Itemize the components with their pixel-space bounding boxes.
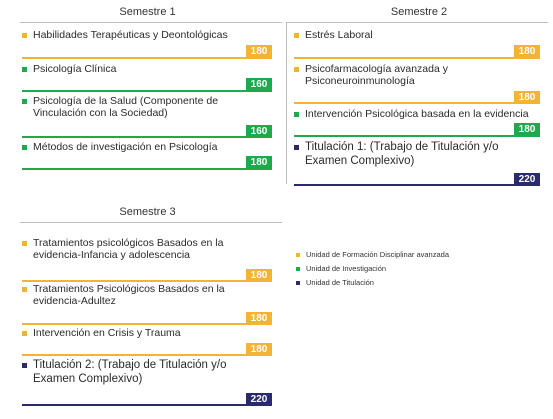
legend-label: Unidad de Investigación — [306, 264, 387, 273]
course-name: Tratamientos Psicológicos Basados en la evidencia-Adultez — [33, 283, 225, 307]
semester2-title: Semestre 2 — [390, 6, 448, 18]
course-name: Intervención Psicológica basada en la evidencia — [305, 108, 529, 120]
green-bullet-icon — [22, 67, 27, 72]
credit-badge: 180 — [246, 269, 272, 282]
semester1-title: Semestre 1 — [119, 6, 176, 18]
orange-bullet-icon — [22, 331, 27, 336]
course-name: Métodos de investigación en Psicología — [33, 141, 218, 153]
credit-badge: 180 — [514, 45, 540, 58]
course-metodos-investigacion — [22, 141, 272, 171]
course-titulacion-2 — [22, 358, 272, 408]
orange-bullet-icon — [294, 67, 299, 72]
credit-badge: 180 — [246, 45, 272, 58]
legend — [296, 248, 449, 290]
orange-swatch-icon — [296, 253, 300, 257]
course-habilidades-terapeuticas — [22, 29, 272, 61]
course-name: Titulación 2: (Trabajo de Titulación y/o Examen Complexivo) — [33, 359, 227, 385]
orange-bullet-icon — [22, 33, 27, 38]
course-name: Habilidades Terapéuticas y Deontológicas — [33, 29, 228, 41]
legend-item-titulacion — [296, 276, 449, 290]
legend-item-formacion — [296, 248, 449, 262]
course-name: Psicofarmacología avanzada y Psiconeuroinmunología — [305, 63, 448, 87]
semester2-header-rule — [286, 22, 548, 23]
course-name: Tratamientos psicológicos Basados en la evidencia-Infancia y adolescencia — [33, 237, 224, 261]
course-name: Estrés Laboral — [305, 29, 373, 41]
course-tratamientos-infancia — [22, 237, 272, 283]
credit-badge: 220 — [246, 393, 272, 406]
course-name: Intervención en Crisis y Trauma — [33, 327, 181, 339]
credit-badge: 180 — [246, 156, 272, 169]
green-bullet-icon — [22, 145, 27, 150]
credit-badge: 160 — [246, 125, 272, 138]
credit-badge: 180 — [246, 343, 272, 356]
credit-badge: 220 — [514, 173, 540, 186]
semester3-title: Semestre 3 — [119, 206, 176, 218]
course-psicologia-clinica — [22, 63, 272, 93]
orange-bullet-icon — [22, 287, 27, 292]
navy-bullet-icon — [294, 145, 299, 150]
course-psicologia-salud — [22, 95, 272, 139]
semester-divider — [286, 22, 287, 184]
orange-bullet-icon — [22, 241, 27, 246]
semester3-header-rule — [20, 222, 282, 223]
course-intervencion-evidencia — [294, 108, 540, 138]
legend-label: Unidad de Formación Disciplinar avanzada — [306, 250, 449, 259]
course-name: Titulación 1: (Trabajo de Titulación y/o Examen Complexivo) — [305, 141, 499, 167]
course-intervencion-crisis — [22, 327, 272, 357]
course-titulacion-1 — [294, 140, 540, 186]
course-name: Psicología Clínica — [33, 63, 117, 75]
green-bullet-icon — [22, 99, 27, 104]
orange-bullet-icon — [294, 33, 299, 38]
navy-bullet-icon — [22, 363, 27, 368]
navy-swatch-icon — [296, 281, 300, 285]
course-tratamientos-adultez — [22, 283, 272, 325]
credit-badge: 180 — [514, 123, 540, 136]
credit-badge: 160 — [246, 78, 272, 91]
legend-item-investigacion — [296, 262, 449, 276]
legend-label: Unidad de Titulación — [306, 278, 374, 287]
green-bullet-icon — [294, 112, 299, 117]
course-psicofarmacologia — [294, 63, 540, 105]
green-swatch-icon — [296, 267, 300, 271]
course-estres-laboral — [294, 29, 540, 61]
course-name: Psicología de la Salud (Componente de Vinculación con la Sociedad) — [33, 95, 219, 119]
credit-badge: 180 — [246, 312, 272, 325]
credit-badge: 180 — [514, 91, 540, 104]
semester1-header-rule — [20, 22, 282, 23]
